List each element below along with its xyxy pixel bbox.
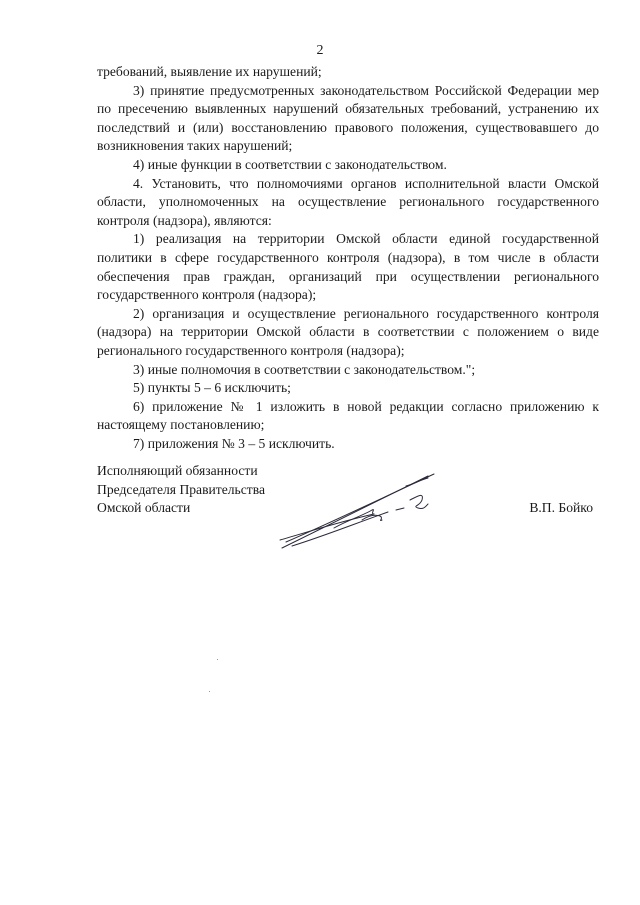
scan-speck [217, 659, 218, 660]
paragraph: 7) приложения № 3 – 5 исключить. [133, 435, 335, 451]
paragraph: 6) приложение № 1 изложить в новой редакции согласно приложению к настоящему постановлению; [97, 398, 599, 433]
handwritten-signature [278, 470, 444, 554]
paragraph: 5) пункты 5 – 6 исключить; [133, 380, 291, 396]
paragraph: 3) принятие предусмотренных законодательством Российской Федерации мер по пресечению выявленных нарушений обязательных требований, устранению их последствий и (или) восстановлению правового положения, существовавшего до возникновения таких нарушений; [97, 82, 599, 154]
signer-position-line: Исполняющий обязанности [97, 463, 258, 478]
page-number: 2 [316, 43, 324, 58]
signer-position-line: Омской области [97, 500, 191, 516]
paragraph: 2) организация и осуществление регионального государственного контроля (надзора) на территории Омской области в соответствии с положением о виде регионального государственного контроля (надзора); [97, 305, 599, 358]
paragraph: 4) иные функции в соответствии с законодательством. [133, 156, 447, 172]
paragraph: 3) иные полномочия в соответствии с законодательством."; [133, 361, 476, 377]
paragraph: 4. Установить, что полномочиями органов исполнительной власти Омской области, уполномоченных на осуществление регионального государственного контроля (надзора), являются: [97, 175, 599, 228]
scan-speck [209, 691, 210, 692]
signer-position-line: Председателя Правительства [97, 481, 265, 497]
document-body [97, 63, 599, 453]
paragraph: 1) реализация на территории Омской области единой государственной политики в сфере государственного контроля (надзора), в том числе в области обеспечения прав граждан, организаций при осуществлении регионального государственного контроля (надзора); [97, 231, 599, 303]
paragraph: требований, выявление их нарушений; [97, 64, 322, 79]
signer-name: В.П. Бойко [529, 500, 593, 516]
